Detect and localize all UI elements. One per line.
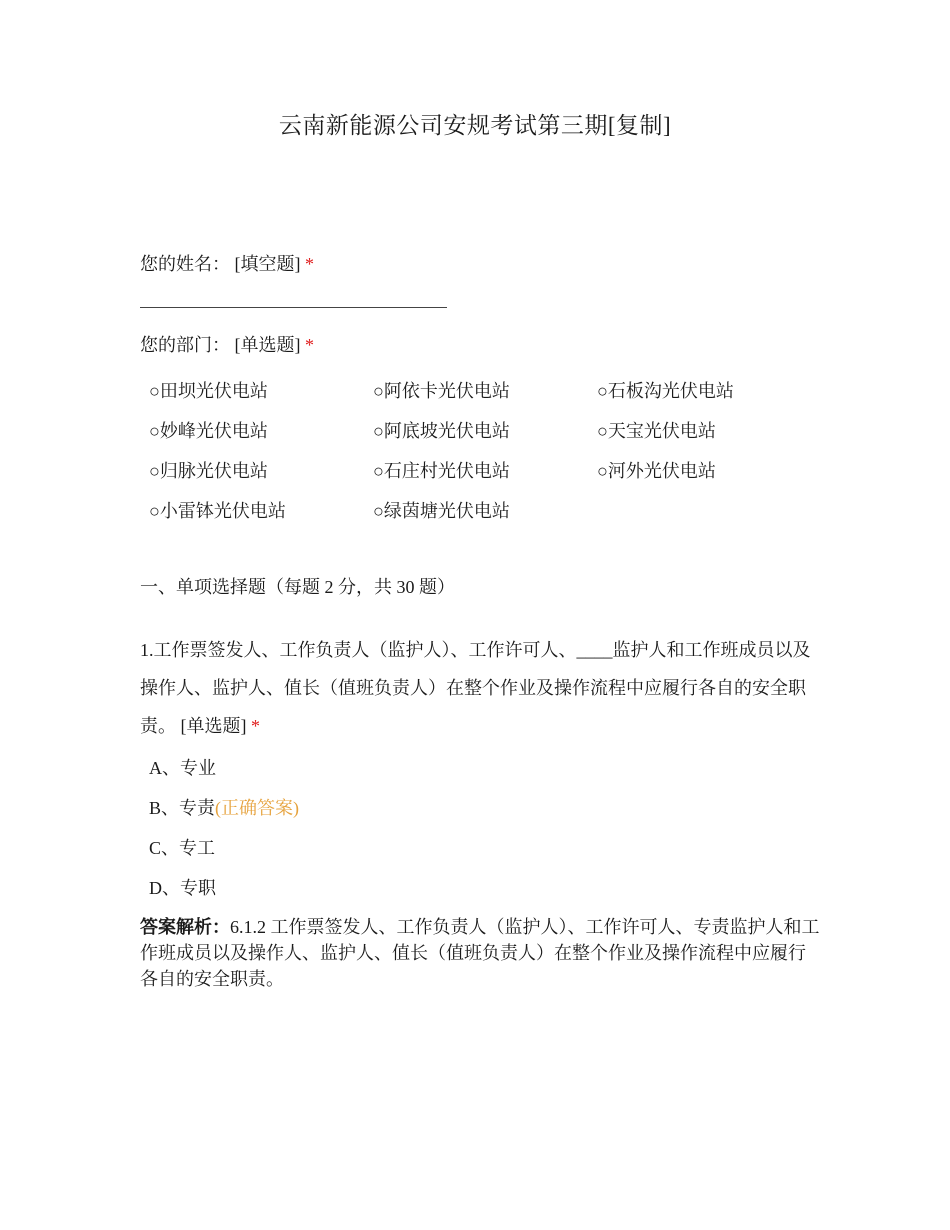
answer-text: C、专工 [149,838,216,858]
department-option[interactable]: ○河外光伏电站 [597,461,716,481]
department-option[interactable]: ○阿底坡光伏电站 [373,421,510,441]
name-type: [填空题] [234,254,301,274]
department-question [140,331,314,359]
department-option[interactable]: ○妙峰光伏电站 [149,421,268,441]
answer-text: D、专职 [149,878,216,898]
analysis-text: 6.1.2 工作票签发人、工作负责人（监护人）、工作许可人、专责监护人和工作班成员以及操作人、监护人、值长（值班负责人）在整个作业及操作流程中应履行各自的安全职责。 [140,917,820,989]
answer-option-c[interactable] [149,834,215,862]
department-option[interactable]: ○绿茵塘光伏电站 [373,501,510,521]
department-type: [单选题] [234,335,301,355]
required-mark: * [305,254,314,274]
required-mark: * [251,716,260,736]
answer-option-a[interactable] [149,754,216,782]
department-option[interactable]: ○阿依卡光伏电站 [373,381,510,401]
required-mark: * [305,335,314,355]
name-question [140,250,314,278]
answer-text: B、专责 [149,798,216,818]
correct-answer-tag: (正确答案) [215,798,300,818]
question-text: 1.工作票签发人、工作负责人（监护人）、工作许可人、____监护人和工作班成员以及操作人、监护人、值长（值班负责人）在整个作业及操作流程中应履行各自的安全职责。 [140,640,811,736]
department-option[interactable]: ○石板沟光伏电站 [597,381,734,401]
department-option[interactable]: ○田坝光伏电站 [149,381,268,401]
page-title: 云南新能源公司安规考试第三期[复制] [278,113,672,138]
name-input-line[interactable] [140,307,447,308]
department-option[interactable]: ○归脉光伏电站 [149,461,268,481]
answer-option-d[interactable] [149,874,216,902]
answer-analysis [140,914,820,992]
department-option[interactable]: ○天宝光伏电站 [597,421,716,441]
department-label: 您的部门： [140,335,230,355]
department-option[interactable]: ○小雷钵光伏电站 [149,501,286,521]
question-type: [单选题] [180,716,247,736]
answer-option-b[interactable] [149,794,299,822]
question-1 [140,631,820,745]
department-option[interactable]: ○石庄村光伏电站 [373,461,510,481]
name-label: 您的姓名： [140,254,230,274]
answer-text: A、专业 [149,758,216,778]
analysis-label: 答案解析： [140,917,230,937]
section-heading: 一、单项选择题（每题 2 分，共 30 题） [140,577,455,597]
